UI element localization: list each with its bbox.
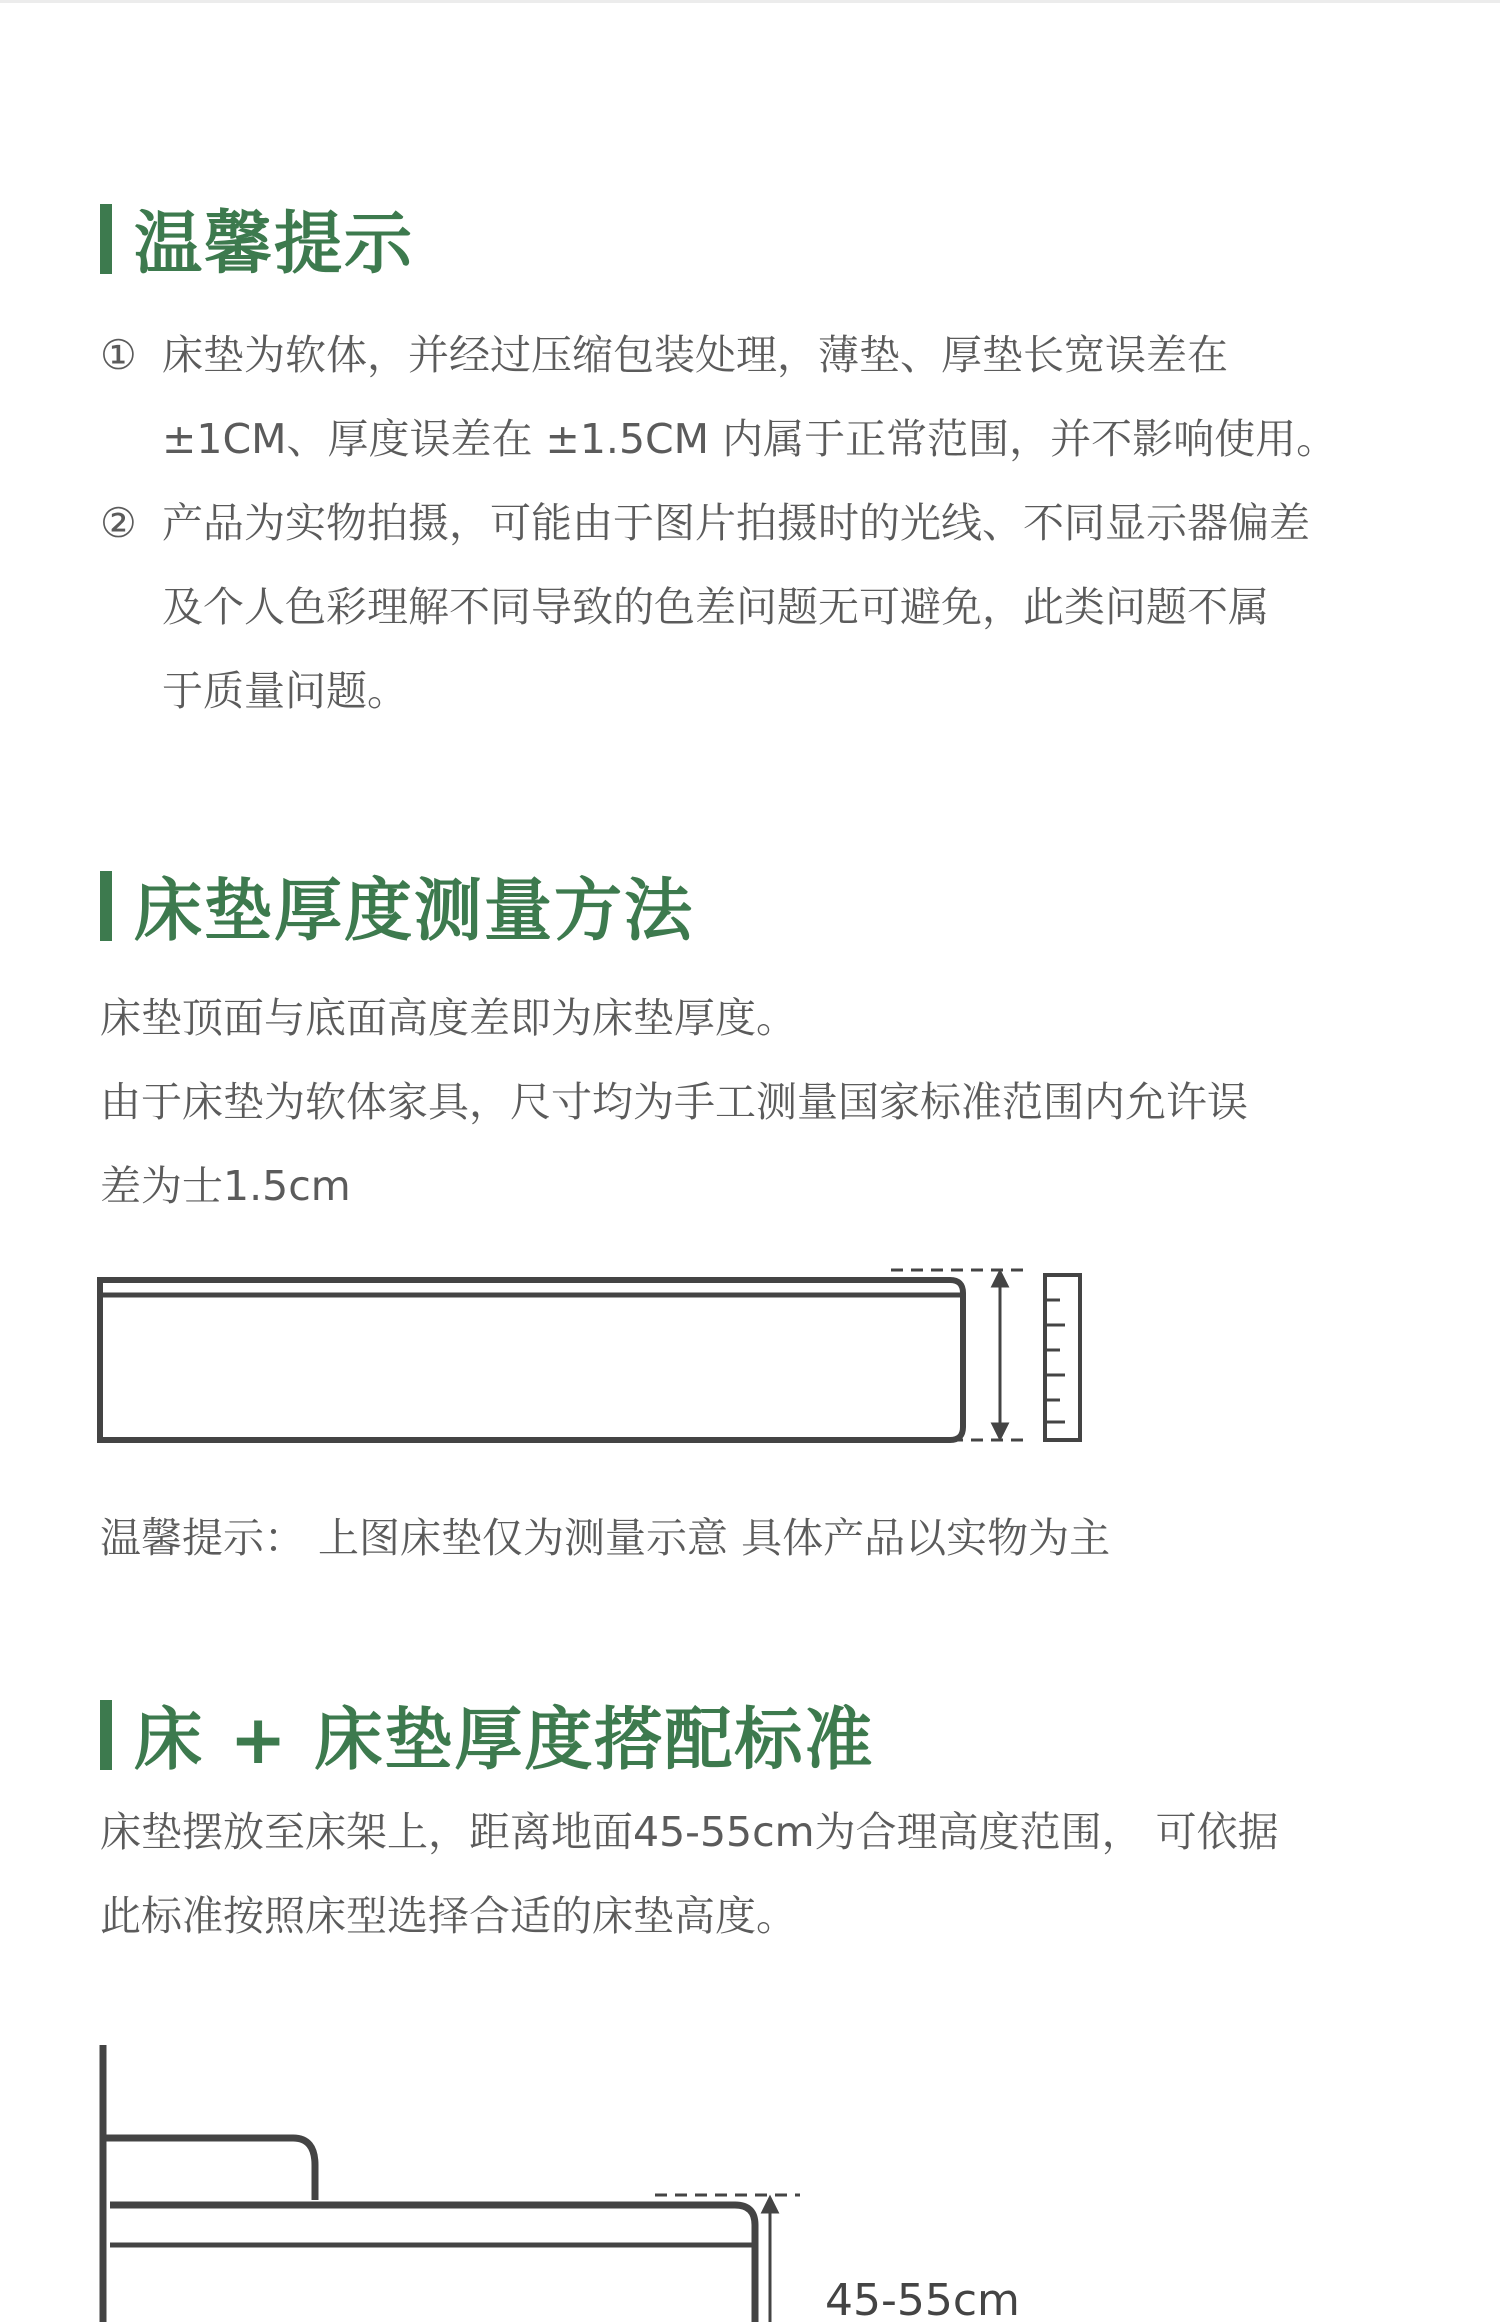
tip-2-line-1: ② 产品为实物拍摄，可能由于图片拍摄时的光线、不同显示器偏差 <box>100 481 1310 565</box>
bed-height-diagram <box>95 2040 1020 2322</box>
standard-line-1: 床垫摆放至床架上，距离地面45-55cm为合理高度范围， 可依据 <box>100 1808 1279 1856</box>
standard-line-2: 此标准按照床型选择合适的床垫高度。 <box>100 1892 797 1940</box>
measure-note: 温馨提示： 上图床垫仅为测量示意 具体产品以实物为主 <box>100 1514 1111 1562</box>
mattress-outline <box>100 1280 963 1440</box>
standard-section-title <box>100 1686 874 1783</box>
measure-title-text: 床垫厚度测量方法 <box>134 872 695 951</box>
arrow-up-head <box>993 1272 1007 1286</box>
standard-title-text: 床 + 床垫厚度搭配标准 <box>134 1701 875 1780</box>
tip-2-line-2: 及个人色彩理解不同导致的色差问题无可避免，此类问题不属 <box>162 583 1269 631</box>
bed-mattress-outline <box>110 2205 755 2322</box>
tip-2-line-3: 于质量问题。 <box>162 667 408 715</box>
measure-line-1: 床垫顶面与底面高度差即为床垫厚度。 <box>100 994 797 1042</box>
measure-line-3: 差为士1.5cm <box>100 1162 351 1210</box>
tip-1-line-1: ① 床垫为软体，并经过压缩包装处理，薄垫、厚垫长宽误差在 <box>100 313 1228 397</box>
pillow-outline <box>103 2138 315 2200</box>
tip-2-marker: ② <box>100 499 137 547</box>
tips-section-title <box>100 190 414 287</box>
tip-1-line-2: ±1CM、厚度误差在 ±1.5CM 内属于正常范围，并不影响使用。 <box>162 415 1338 463</box>
tips-title-text: 温馨提示 <box>134 205 415 284</box>
measure-line-2: 由于床垫为软体家具，尺寸均为手工测量国家标准范围内允许误 <box>100 1078 1248 1126</box>
title-accent-bar <box>100 204 112 274</box>
measure-section-title <box>100 857 694 954</box>
top-divider <box>0 0 1500 3</box>
tip-1-marker: ① <box>100 331 137 379</box>
arrow-down-head <box>993 1424 1007 1438</box>
arrow-up-head <box>763 2198 777 2212</box>
title-accent-bar <box>100 1700 112 1770</box>
mattress-measure-diagram <box>95 1260 1095 1460</box>
height-label: 45-55cm <box>825 2275 1020 2322</box>
title-accent-bar <box>100 871 112 941</box>
